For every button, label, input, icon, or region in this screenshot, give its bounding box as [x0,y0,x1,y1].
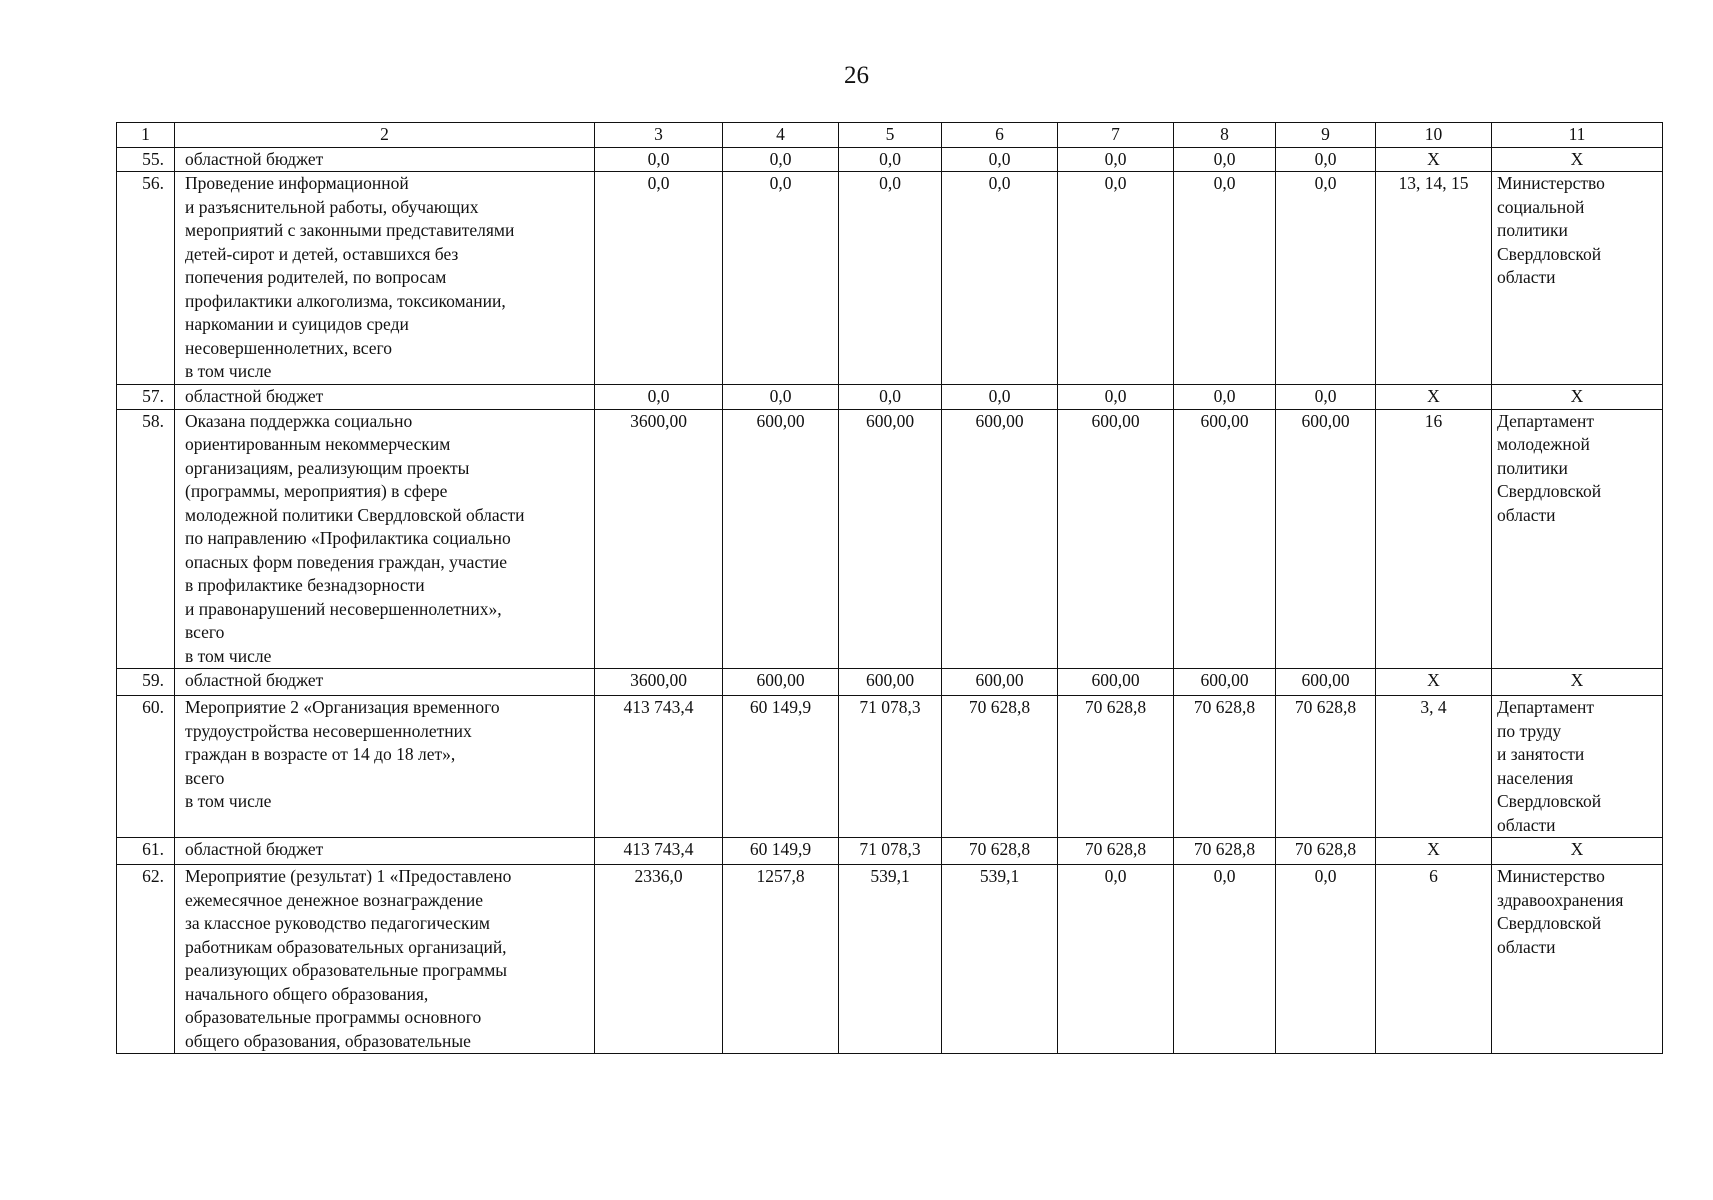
column-header: 4 [723,123,839,148]
amount-cell: 2336,0 [595,865,723,1054]
target-indicator: Х [1376,669,1492,696]
amount-cell: 70 628,8 [1058,696,1174,838]
amount-cell: 0,0 [1276,865,1376,1054]
table-row [117,838,1663,865]
amount-cell: 71 078,3 [839,696,942,838]
amount-cell: 539,1 [839,865,942,1054]
row-name: Мероприятие 2 «Организация временного трудоустройства несовершеннолетних граждан в возрасте от 14 до 18 лет», всего в том числе [175,696,595,838]
page-number: 26 [844,62,869,89]
amount-cell: 0,0 [1174,172,1276,385]
amount-cell: 600,00 [1276,409,1376,669]
executor: Департамент по труду и занятости населения Свердловской области [1492,696,1663,838]
amount-cell: 0,0 [1276,385,1376,410]
amount-cell: 0,0 [1058,385,1174,410]
column-header: 3 [595,123,723,148]
row-name: областной бюджет [175,838,595,865]
table-row [117,409,1663,669]
row-number: 61. [117,838,175,865]
row-number: 62. [117,865,175,1054]
budget-table [116,122,1663,1054]
row-name: областной бюджет [175,669,595,696]
amount-cell: 0,0 [595,147,723,172]
column-header: 10 [1376,123,1492,148]
amount-cell: 600,00 [1058,409,1174,669]
executor: Х [1492,838,1663,865]
row-number: 58. [117,409,175,669]
target-indicator: 3, 4 [1376,696,1492,838]
column-header: 1 [117,123,175,148]
amount-cell: 0,0 [942,385,1058,410]
row-number: 60. [117,696,175,838]
amount-cell: 0,0 [723,147,839,172]
target-indicator: Х [1376,838,1492,865]
row-number: 59. [117,669,175,696]
column-number-row [117,123,1663,148]
column-header: 11 [1492,123,1663,148]
amount-cell: 0,0 [723,172,839,385]
amount-cell: 0,0 [839,147,942,172]
amount-cell: 0,0 [1174,385,1276,410]
amount-cell: 60 149,9 [723,838,839,865]
column-header: 9 [1276,123,1376,148]
amount-cell: 0,0 [942,172,1058,385]
target-indicator: 13, 14, 15 [1376,172,1492,385]
amount-cell: 0,0 [1058,147,1174,172]
row-name: Оказана поддержка социально ориентированным некоммерческим организациям, реализующим проекты (программы, мероприятия) в сфере молодежной политики Свердловской области по направлению «Профилактика социально опасных форм поведения граждан, участие в профилактике безнадзорности и правонарушений несовершеннолетних», всего в том числе [175,409,595,669]
amount-cell: 70 628,8 [1276,838,1376,865]
amount-cell: 600,00 [723,409,839,669]
amount-cell: 70 628,8 [1174,696,1276,838]
executor: Министерство социальной политики Свердловской области [1492,172,1663,385]
amount-cell: 1257,8 [723,865,839,1054]
target-indicator: Х [1376,147,1492,172]
column-header: 2 [175,123,595,148]
table-row [117,696,1663,838]
column-header: 6 [942,123,1058,148]
amount-cell: 413 743,4 [595,696,723,838]
target-indicator: Х [1376,385,1492,410]
executor: Х [1492,147,1663,172]
amount-cell: 413 743,4 [595,838,723,865]
row-name: Мероприятие (результат) 1 «Предоставлено ежемесячное денежное вознаграждение за классное руководство педагогическим работникам образовательных организаций, реализующих образовательные программы начального общего образования, образовательные программы основного общего образования, образовательные [175,865,595,1054]
amount-cell: 71 078,3 [839,838,942,865]
amount-cell: 0,0 [595,385,723,410]
target-indicator: 16 [1376,409,1492,669]
amount-cell: 600,00 [1058,669,1174,696]
amount-cell: 600,00 [1174,409,1276,669]
amount-cell: 70 628,8 [1058,838,1174,865]
amount-cell: 0,0 [1276,172,1376,385]
amount-cell: 600,00 [723,669,839,696]
row-number: 57. [117,385,175,410]
amount-cell: 600,00 [1276,669,1376,696]
executor: Х [1492,669,1663,696]
amount-cell: 60 149,9 [723,696,839,838]
executor: Министерство здравоохранения Свердловской области [1492,865,1663,1054]
amount-cell: 600,00 [942,409,1058,669]
amount-cell: 0,0 [723,385,839,410]
table-row [117,385,1663,410]
amount-cell: 3600,00 [595,409,723,669]
table-row [117,669,1663,696]
amount-cell: 0,0 [1174,865,1276,1054]
amount-cell: 600,00 [942,669,1058,696]
amount-cell: 0,0 [1174,147,1276,172]
amount-cell: 70 628,8 [942,696,1058,838]
amount-cell: 3600,00 [595,669,723,696]
amount-cell: 0,0 [839,172,942,385]
row-name: областной бюджет [175,147,595,172]
row-name: Проведение информационной и разъяснительной работы, обучающих мероприятий с законными представителями детей-сирот и детей, оставшихся без попечения родителей, по вопросам профилактики алкоголизма, токсикомании, наркомании и суицидов среди несовершеннолетних, всего в том числе [175,172,595,385]
amount-cell: 70 628,8 [942,838,1058,865]
amount-cell: 0,0 [839,385,942,410]
amount-cell: 0,0 [1058,865,1174,1054]
amount-cell: 600,00 [1174,669,1276,696]
column-header: 5 [839,123,942,148]
row-name: областной бюджет [175,385,595,410]
table-row [117,172,1663,385]
table-row [117,865,1663,1054]
amount-cell: 0,0 [942,147,1058,172]
row-number: 56. [117,172,175,385]
row-number: 55. [117,147,175,172]
amount-cell: 70 628,8 [1276,696,1376,838]
amount-cell: 0,0 [595,172,723,385]
amount-cell: 600,00 [839,669,942,696]
amount-cell: 539,1 [942,865,1058,1054]
target-indicator: 6 [1376,865,1492,1054]
amount-cell: 0,0 [1058,172,1174,385]
executor: Департамент молодежной политики Свердловской области [1492,409,1663,669]
amount-cell: 600,00 [839,409,942,669]
amount-cell: 70 628,8 [1174,838,1276,865]
executor: Х [1492,385,1663,410]
column-header: 7 [1058,123,1174,148]
amount-cell: 0,0 [1276,147,1376,172]
table-row [117,147,1663,172]
column-header: 8 [1174,123,1276,148]
